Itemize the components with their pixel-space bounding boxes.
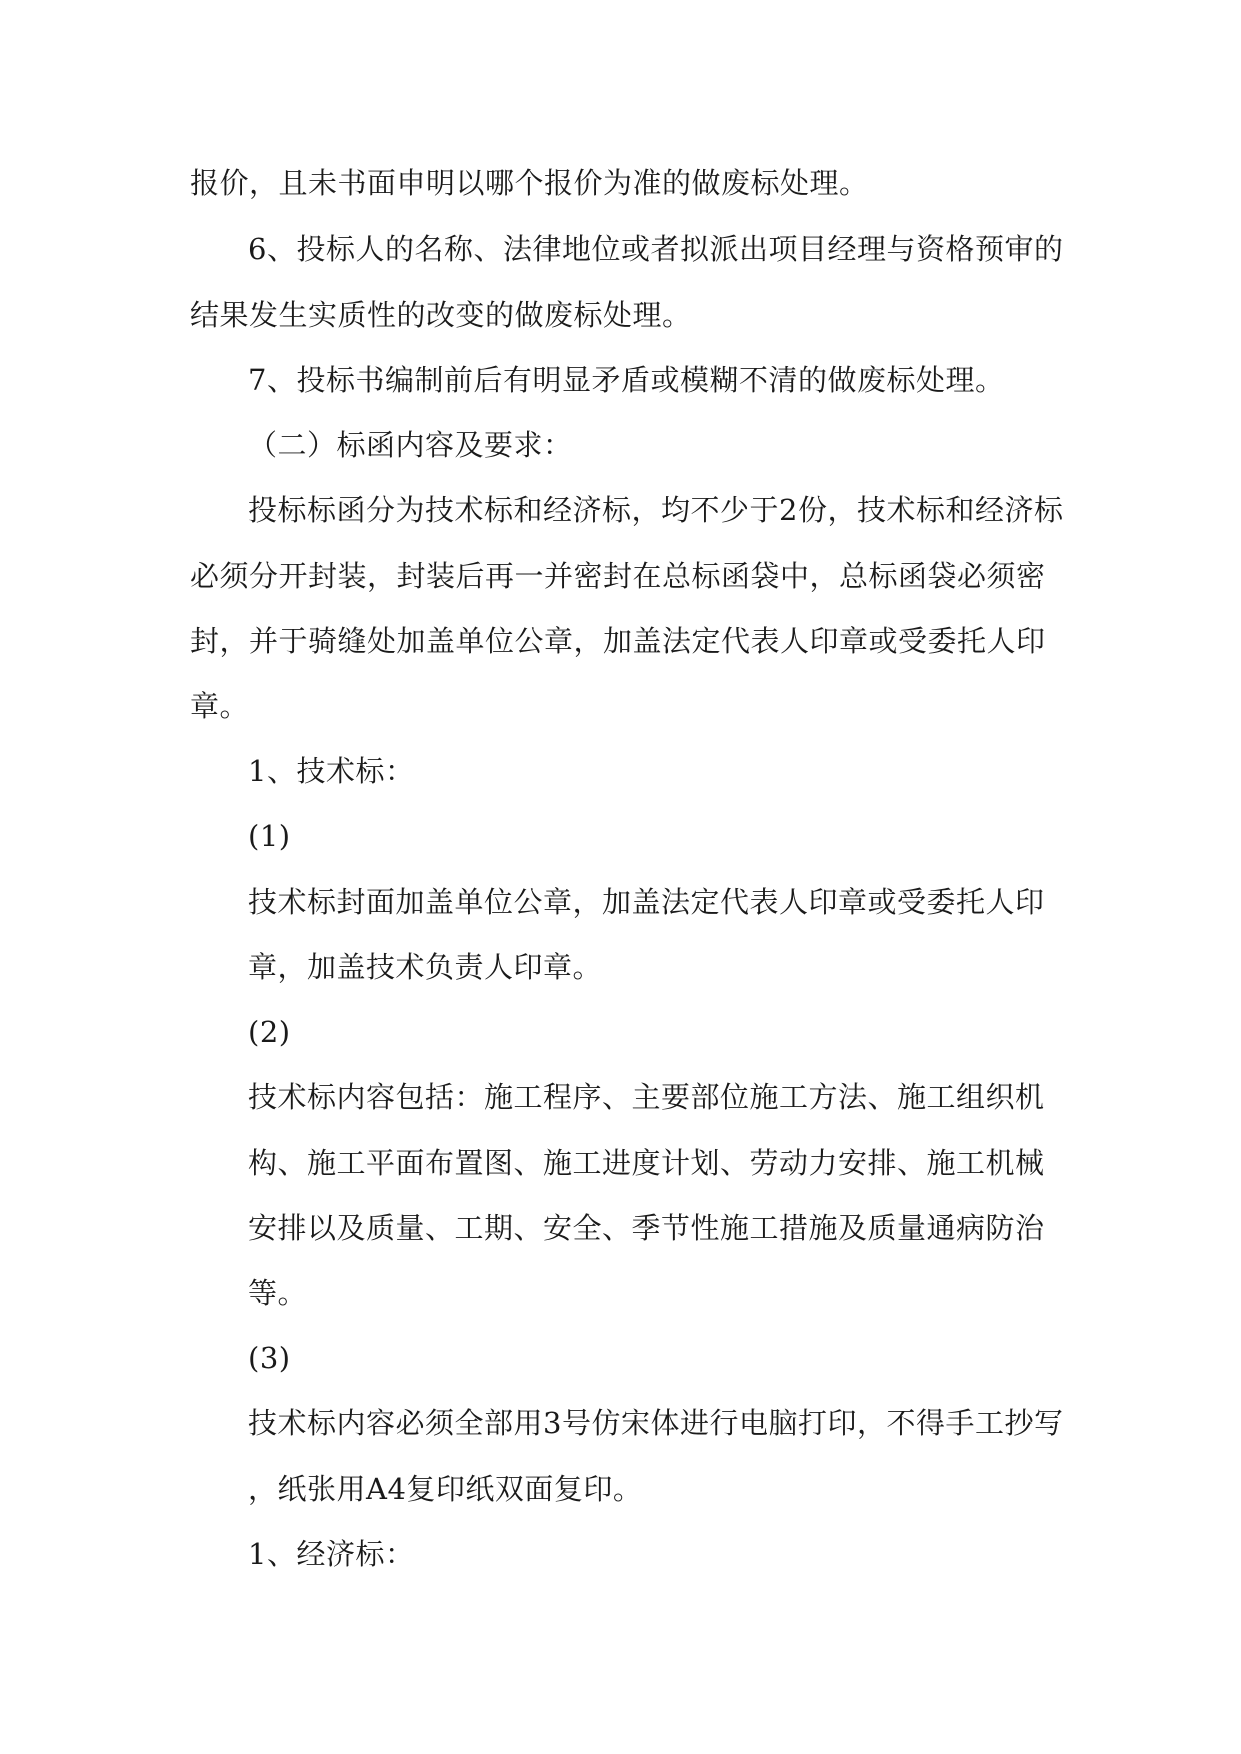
text-line: 技术标封面加盖单位公章，加盖法定代表人印章或受委托人印	[248, 885, 1045, 919]
text-line: 7、投标书编制前后有明显矛盾或模糊不清的做废标处理。	[248, 363, 1005, 397]
item-number: (1)	[248, 819, 291, 853]
text-line: 技术标内容必须全部用3号仿宋体进行电脑打印，不得手工抄写	[248, 1406, 1064, 1440]
text-line: 必须分开封装，封装后再一并密封在总标函袋中，总标函袋必须密	[190, 559, 1046, 593]
text-line: 6、投标人的名称、法律地位或者拟派出项目经理与资格预审的	[248, 232, 1064, 266]
text-line: 技术标内容包括：施工程序、主要部位施工方法、施工组织机	[248, 1080, 1045, 1114]
text-line: 构、施工平面布置图、施工进度计划、劳动力安排、施工机械	[248, 1146, 1045, 1180]
section-heading: （二）标函内容及要求：	[248, 428, 573, 462]
text-line: 投标标函分为技术标和经济标，均不少于2份，技术标和经济标	[248, 493, 1064, 527]
text-line: 等。	[248, 1276, 308, 1310]
text-line: 安排以及质量、工期、安全、季节性施工措施及质量通病防治	[248, 1211, 1045, 1245]
text-line: 章。	[190, 689, 250, 723]
text-line: ，纸张用A4复印纸双面复印。	[248, 1472, 643, 1506]
text-line: 结果发生实质性的改变的做废标处理。	[190, 298, 692, 332]
text-line: 封，并于骑缝处加盖单位公章，加盖法定代表人印章或受委托人印	[190, 624, 1046, 658]
text-line: 章，加盖技术负责人印章。	[248, 950, 603, 984]
text-line: 报价，且未书面申明以哪个报价为准的做废标处理。	[190, 166, 869, 200]
item-number: (3)	[248, 1341, 291, 1375]
subsection-heading: 1、经济标：	[248, 1537, 415, 1571]
subsection-heading: 1、技术标：	[248, 754, 415, 788]
item-number: (2)	[248, 1015, 291, 1049]
